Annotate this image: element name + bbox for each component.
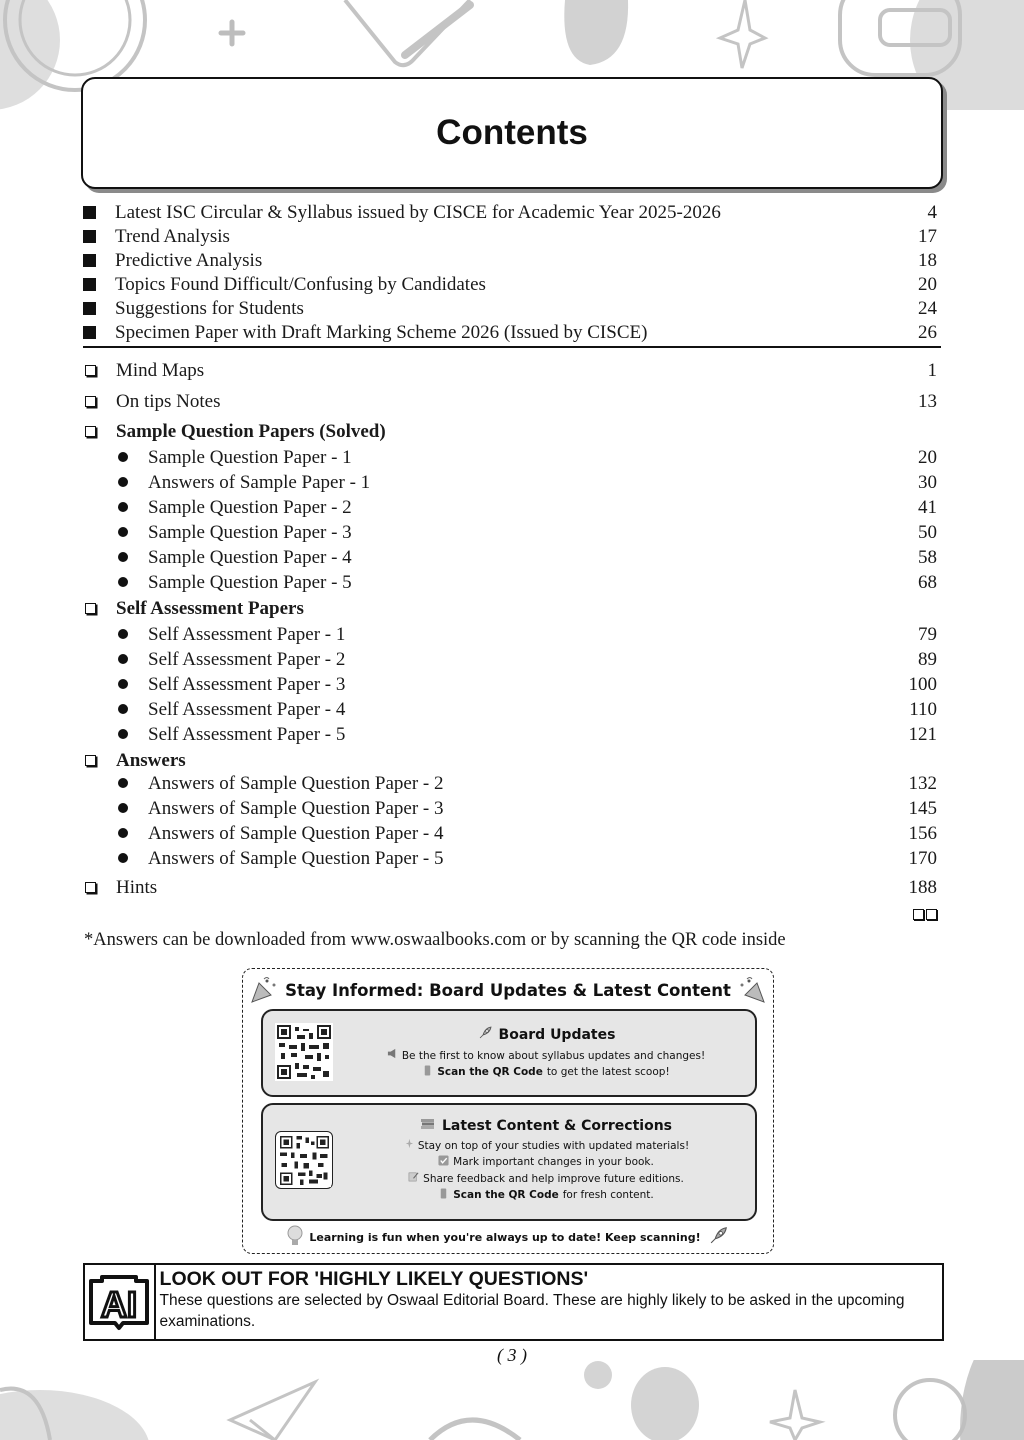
main-contents-list [83,359,941,902]
round-bullet-icon [118,629,128,639]
round-bullet-icon [118,654,128,664]
toc-row[interactable]: Self Assessment Paper - 1 79 [83,623,941,648]
latest-content-line-2: Mark important changes in your book. [343,1155,749,1172]
toc-row[interactable]: Answers of Sample Question Paper - 5 170 [83,847,941,876]
highly-likely-questions-text [156,1265,942,1339]
memo-icon [408,1171,419,1188]
round-bullet-icon [118,729,128,739]
toc-row[interactable]: Trend Analysis 17 [83,225,941,249]
toc-row-mind-maps[interactable]: Mind Maps 1 [83,359,941,390]
round-bullet-icon [118,704,128,714]
toc-row[interactable]: Answers of Sample Question Paper - 4 156 [83,822,941,847]
stay-informed-footer: Learning is fun when you're always up to date! Keep scanning! [243,1225,773,1250]
toc-row[interactable]: Answers of Sample Question Paper - 3 145 [83,797,941,822]
filled-square-bullet-icon [83,206,96,219]
megaphone-icon [387,1048,398,1065]
open-square-bullet-icon [85,365,96,376]
toc-row-hints[interactable]: Hints 188 [83,876,941,902]
toc-row[interactable]: Self Assessment Paper - 4 110 [83,698,941,723]
filled-square-bullet-icon [83,278,96,291]
open-square-bullet-icon [85,396,96,407]
toc-row[interactable]: Specimen Paper with Draft Marking Scheme 2026 (Issued by CISCE) 26 [83,321,941,345]
section-heading-answers: Answers [83,749,941,772]
check-box-icon [438,1155,449,1172]
contents-title-box [81,77,943,189]
open-square-bullet-icon [85,882,96,893]
round-bullet-icon [118,577,128,587]
open-square-bullet-icon [85,755,96,766]
section-divider [83,346,941,348]
round-bullet-icon [118,828,128,838]
background-doodles-bottom [0,1360,1024,1440]
front-matter-list [83,201,941,345]
toc-row[interactable]: Suggestions for Students 24 [83,297,941,321]
toc-row[interactable]: Sample Question Paper - 3 50 [83,521,941,546]
round-bullet-icon [118,803,128,813]
round-bullet-icon [118,452,128,462]
mobile-phone-icon [438,1188,449,1205]
board-updates-panel [261,1009,757,1097]
stay-informed-title: Stay Informed: Board Updates & Latest Content [285,981,731,1000]
filled-square-bullet-icon [83,230,96,243]
stay-informed-box [242,968,774,1254]
svg-text:AI: AI [101,1284,138,1325]
filled-square-bullet-icon [83,302,96,315]
toc-row[interactable]: Self Assessment Paper - 2 89 [83,648,941,673]
latest-content-panel [261,1103,757,1221]
highly-likely-questions-description: These questions are selected by Oswaal Editorial Board. These are highly likely to be asked in the upcoming examinations. [159,1292,905,1330]
board-updates-heading: Board Updates [343,1025,749,1045]
filled-square-bullet-icon [83,326,96,339]
books-icon [420,1117,436,1135]
toc-row[interactable]: Sample Question Paper - 1 20 [83,446,941,471]
toc-row[interactable]: Self Assessment Paper - 3 100 [83,673,941,698]
toc-row[interactable]: Latest ISC Circular & Syllabus issued by CISCE for Academic Year 2025-2026 4 [83,201,941,225]
board-updates-line-1: Be the first to know about syllabus updates and changes! [343,1048,749,1065]
sparkles-icon [403,1138,414,1155]
toc-row[interactable]: Self Assessment Paper - 5 121 [83,723,941,749]
toc-row[interactable]: Sample Question Paper - 4 58 [83,546,941,571]
page-number: ( 3 ) [497,1345,527,1365]
latest-content-line-1: Stay on top of your studies with updated materials! [343,1138,749,1155]
toc-row-on-tips[interactable]: On tips Notes 13 [83,390,941,420]
toc-row[interactable]: Answers of Sample Question Paper - 2 132 [83,772,941,797]
rocket-icon [707,1225,729,1250]
round-bullet-icon [118,853,128,863]
round-bullet-icon [118,552,128,562]
round-bullet-icon [118,527,128,537]
latest-content-line-4: Scan the QR Code for fresh content. [343,1188,749,1205]
toc-row[interactable]: Predictive Analysis 18 [83,249,941,273]
rocket-icon [477,1025,493,1045]
toc-row[interactable]: Topics Found Difficult/Confusing by Candidates 20 [83,273,941,297]
open-square-bullet-icon [85,426,96,437]
board-updates-text [343,1025,749,1081]
open-square-bullet-icon [85,603,96,614]
board-updates-qr-code[interactable] [275,1023,333,1081]
party-popper-icon [737,975,767,1009]
end-of-list-marks-icon [913,909,937,920]
round-bullet-icon [118,679,128,689]
toc-row[interactable]: Sample Question Paper - 5 68 [83,571,941,597]
toc-row[interactable]: Sample Question Paper - 2 41 [83,496,941,521]
latest-content-text [343,1117,749,1204]
ai-book-icon [85,1265,156,1339]
section-heading-self-assessment: Self Assessment Papers [83,597,941,623]
latest-content-heading: Latest Content & Corrections [343,1117,749,1135]
page-title: Contents [436,113,588,152]
board-updates-line-2: Scan the QR Code to get the latest scoop! [343,1065,749,1082]
mobile-phone-icon [422,1065,433,1082]
section-heading-sample-papers: Sample Question Papers (Solved) [83,420,941,446]
round-bullet-icon [118,778,128,788]
round-bullet-icon [118,502,128,512]
round-bullet-icon [118,477,128,487]
download-footnote: *Answers can be downloaded from www.oswaalbooks.com or by scanning the QR code inside [84,930,786,950]
filled-square-bullet-icon [83,254,96,267]
toc-row[interactable]: Answers of Sample Paper - 1 30 [83,471,941,496]
highly-likely-questions-heading: LOOK OUT FOR 'HIGHLY LIKELY QUESTIONS' [159,1268,589,1290]
light-bulb-icon [287,1225,303,1250]
latest-content-qr-code[interactable] [275,1131,333,1189]
highly-likely-questions-box [83,1263,944,1341]
latest-content-line-3: Share feedback and help improve future editions. [343,1171,749,1188]
